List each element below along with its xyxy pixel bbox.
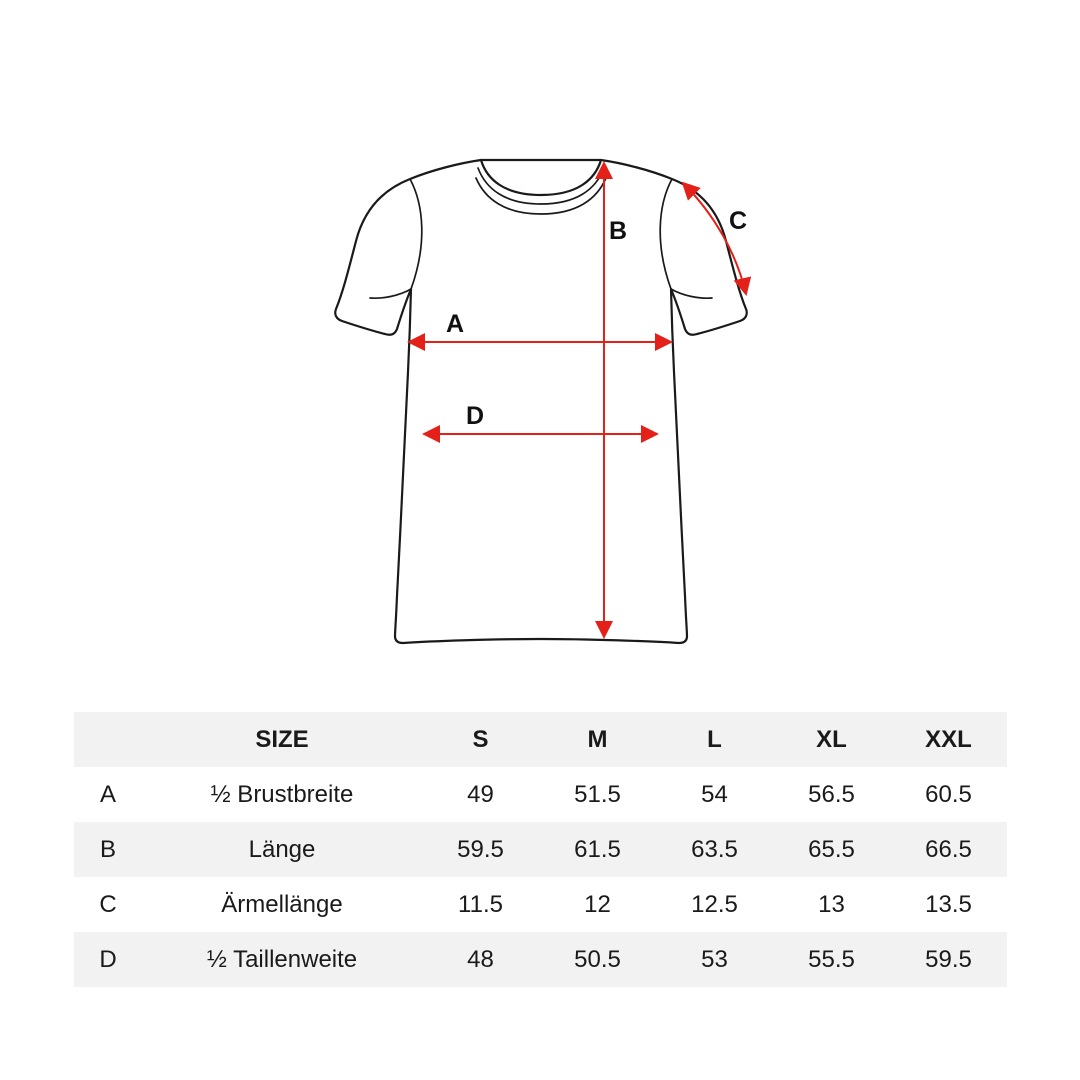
row-a-xxl: 60.5: [925, 780, 972, 808]
row-key-d: D: [99, 945, 117, 973]
table-row: [74, 822, 1007, 877]
row-name-b: Länge: [248, 835, 316, 863]
marker-label-b: B: [609, 217, 628, 245]
marker-label-d: D: [466, 402, 485, 430]
row-a-xl: 56.5: [808, 780, 855, 808]
row-d-s: 48: [467, 945, 494, 973]
row-key-c: C: [99, 890, 117, 918]
header-size-s: S: [472, 725, 489, 753]
header-size-xl: XL: [816, 725, 847, 753]
header-size-l: L: [707, 725, 722, 753]
tshirt-outline: [335, 160, 747, 643]
row-name-c: Ärmellänge: [221, 890, 343, 918]
row-a-l: 54: [701, 780, 728, 808]
row-a-m: 51.5: [574, 780, 621, 808]
header-key-cell: [74, 712, 142, 767]
header-size-m: M: [587, 725, 608, 753]
row-b-xxl: 66.5: [925, 835, 972, 863]
row-b-l: 63.5: [691, 835, 738, 863]
row-name-d: ½ Taillenweite: [206, 945, 358, 973]
row-key-a: A: [99, 780, 116, 808]
row-c-xxl: 13.5: [925, 890, 972, 918]
row-key-b: B: [99, 835, 116, 863]
row-c-xl: 13: [818, 890, 845, 918]
row-a-s: 49: [467, 780, 494, 808]
size-table-wrap: [74, 712, 1006, 987]
size-table: [74, 712, 1007, 987]
row-name-a: ½ Brustbreite: [210, 780, 354, 808]
row-d-xxl: 59.5: [925, 945, 972, 973]
table-header-row: [74, 712, 1007, 767]
marker-label-a: A: [446, 310, 465, 338]
marker-label-c: C: [729, 207, 748, 235]
row-d-m: 50.5: [574, 945, 621, 973]
table-row: [74, 877, 1007, 932]
table-row: [74, 767, 1007, 822]
header-size-xxl: XXL: [925, 725, 972, 753]
row-c-l: 12.5: [691, 890, 738, 918]
row-b-m: 61.5: [574, 835, 621, 863]
row-b-s: 59.5: [457, 835, 504, 863]
row-d-xl: 55.5: [808, 945, 855, 973]
table-row: [74, 932, 1007, 987]
header-name-cell: SIZE: [255, 725, 309, 753]
row-d-l: 53: [701, 945, 728, 973]
row-c-m: 12: [584, 890, 611, 918]
row-b-xl: 65.5: [808, 835, 855, 863]
row-c-s: 11.5: [458, 890, 503, 918]
